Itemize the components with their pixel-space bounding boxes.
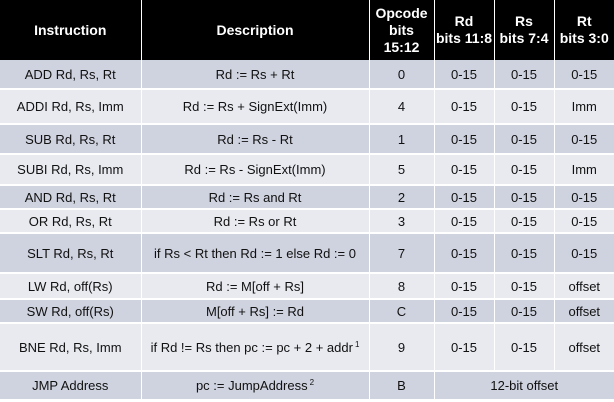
offset-cell: 12-bit offset xyxy=(434,371,614,400)
header-rs-name: Rs xyxy=(515,13,533,29)
instruction-cell: SUB Rd, Rs, Rt xyxy=(0,124,141,154)
header-rd-name: Rd xyxy=(454,13,474,29)
table-row xyxy=(0,124,614,154)
table-row xyxy=(0,273,614,299)
table-row xyxy=(0,89,614,124)
rt-cell: 0-15 xyxy=(554,124,614,154)
opcode-cell: C xyxy=(369,299,434,323)
instruction-cell: ADD Rd, Rs, Rt xyxy=(0,60,141,89)
rd-cell: 0-15 xyxy=(434,323,494,371)
rd-cell: 0-15 xyxy=(434,185,494,209)
rd-cell: 0-15 xyxy=(434,124,494,154)
rt-cell: Imm xyxy=(554,154,614,185)
rt-cell: Imm xyxy=(554,89,614,124)
rs-cell: 0-15 xyxy=(494,273,554,299)
footnote-marker: 1 xyxy=(354,339,360,349)
description-text: if Rd != Rs then pc := pc + 2 + addr xyxy=(150,339,353,355)
opcode-cell: 5 xyxy=(369,154,434,185)
header-rs-bits: bits 7:4 xyxy=(499,30,549,46)
rs-cell: 0-15 xyxy=(494,233,554,273)
rd-cell: 0-15 xyxy=(434,233,494,273)
opcode-cell: B xyxy=(369,371,434,400)
description-cell: Rd := Rs - Rt xyxy=(141,124,369,154)
footnote-marker: 2 xyxy=(309,378,315,387)
table-row xyxy=(0,185,614,209)
rt-cell: 0-15 xyxy=(554,209,614,233)
header-row xyxy=(0,0,614,60)
header-rd xyxy=(434,0,494,60)
rs-cell: 0-15 xyxy=(494,185,554,209)
description-cell: if Rs < Rt then Rd := 1 else Rd := 0 xyxy=(141,233,369,273)
header-description: Description xyxy=(141,0,369,60)
table-row xyxy=(0,154,614,185)
description-cell: M[off + Rs] := Rd xyxy=(141,299,369,323)
rd-cell: 0-15 xyxy=(434,299,494,323)
rs-cell: 0-15 xyxy=(494,154,554,185)
description-cell: Rd := Rs - SignExt(Imm) xyxy=(141,154,369,185)
rt-cell: offset xyxy=(554,299,614,323)
rs-cell: 0-15 xyxy=(494,124,554,154)
header-instruction: Instruction xyxy=(0,0,141,60)
instruction-cell: BNE Rd, Rs, Imm xyxy=(0,323,141,371)
opcode-cell: 3 xyxy=(369,209,434,233)
opcode-cell: 8 xyxy=(369,273,434,299)
header-rt-bits: bits 3:0 xyxy=(559,30,609,46)
rt-cell: 0-15 xyxy=(554,185,614,209)
opcode-cell: 9 xyxy=(369,323,434,371)
rs-cell: 0-15 xyxy=(494,60,554,89)
table-row xyxy=(0,209,614,233)
description-cell: Rd := Rs or Rt xyxy=(141,209,369,233)
header-rt xyxy=(554,0,614,60)
table-row xyxy=(0,299,614,323)
header-opcode-name: Opcode xyxy=(375,4,428,21)
rt-cell: 0-15 xyxy=(554,233,614,273)
description-cell xyxy=(141,371,369,400)
opcode-cell: 1 xyxy=(369,124,434,154)
rt-cell: 0-15 xyxy=(554,60,614,89)
instruction-cell: AND Rd, Rs, Rt xyxy=(0,185,141,209)
instruction-cell: LW Rd, off(Rs) xyxy=(0,273,141,299)
rs-cell: 0-15 xyxy=(494,89,554,124)
opcode-cell: 2 xyxy=(369,185,434,209)
instruction-cell: SUBI Rd, Rs, Imm xyxy=(0,154,141,185)
rs-cell: 0-15 xyxy=(494,299,554,323)
rd-cell: 0-15 xyxy=(434,273,494,299)
header-opcode-bits: bits 15:12 xyxy=(383,21,420,55)
opcode-cell: 0 xyxy=(369,60,434,89)
opcode-cell: 7 xyxy=(369,233,434,273)
header-rd-bits: bits 11:8 xyxy=(435,30,493,46)
rs-cell: 0-15 xyxy=(494,209,554,233)
rd-cell: 0-15 xyxy=(434,89,494,124)
header-rs xyxy=(494,0,554,60)
opcode-cell: 4 xyxy=(369,89,434,124)
rt-cell: offset xyxy=(554,273,614,299)
rd-cell: 0-15 xyxy=(434,60,494,89)
instruction-cell: SW Rd, off(Rs) xyxy=(0,299,141,323)
description-cell: Rd := M[off + Rs] xyxy=(141,273,369,299)
rs-cell: 0-15 xyxy=(494,323,554,371)
instruction-cell: JMP Address xyxy=(0,371,141,400)
instruction-cell: OR Rd, Rs, Rt xyxy=(0,209,141,233)
table-row xyxy=(0,371,614,400)
description-cell: Rd := Rs + SignExt(Imm) xyxy=(141,89,369,124)
description-cell: Rd := Rs + Rt xyxy=(141,60,369,89)
instruction-cell: ADDI Rd, Rs, Imm xyxy=(0,89,141,124)
rt-cell: offset xyxy=(554,323,614,371)
header-opcode xyxy=(369,0,434,60)
description-cell xyxy=(141,323,369,371)
instruction-cell: SLT Rd, Rs, Rt xyxy=(0,233,141,273)
description-cell: Rd := Rs and Rt xyxy=(141,185,369,209)
table-row xyxy=(0,323,614,371)
header-rt-name: Rt xyxy=(576,13,592,29)
table-row xyxy=(0,233,614,273)
table-row xyxy=(0,60,614,89)
rd-cell: 0-15 xyxy=(434,209,494,233)
description-text: pc := JumpAddress xyxy=(195,378,308,393)
rd-cell: 0-15 xyxy=(434,154,494,185)
